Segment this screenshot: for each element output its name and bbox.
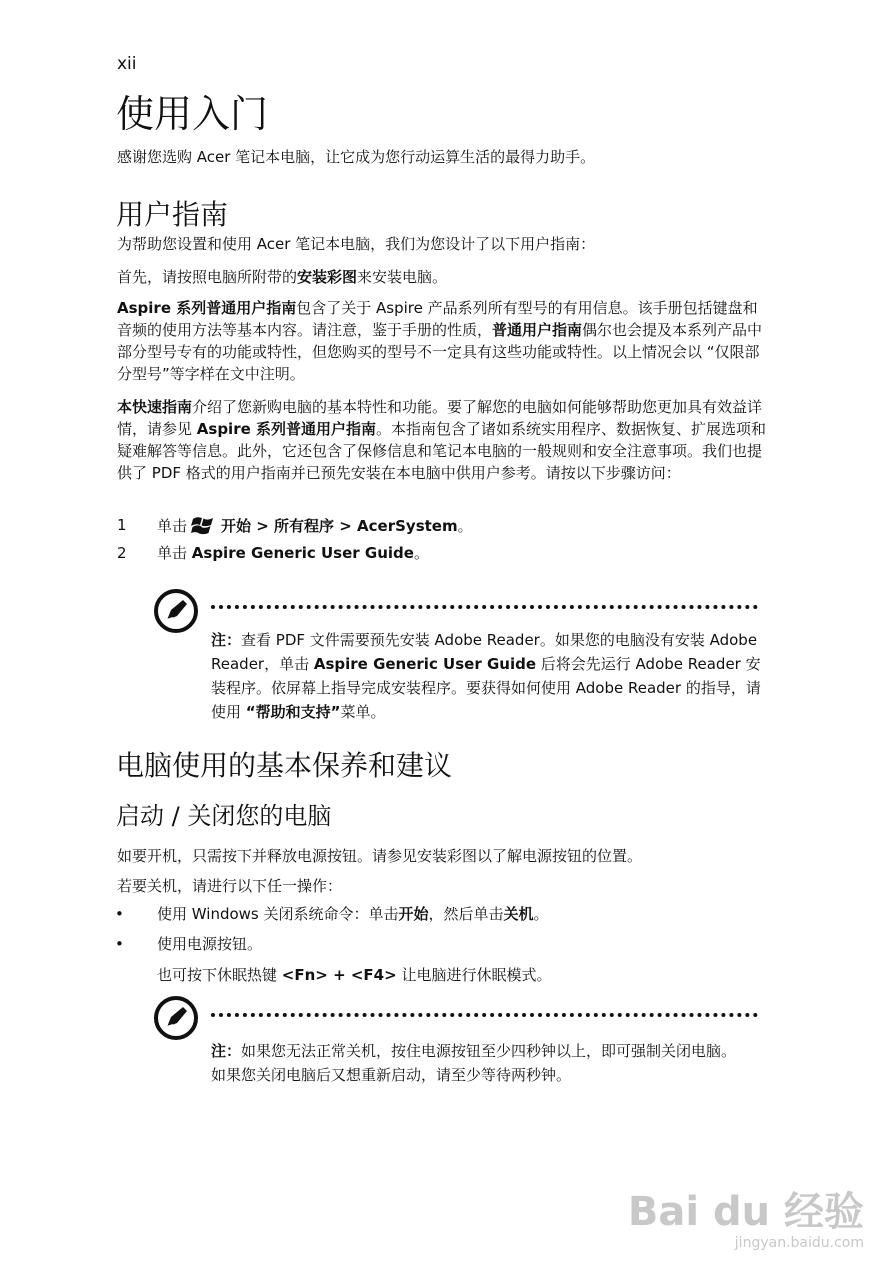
power-off-paragraph: 若要关机，请进行以下任一操作： (117, 877, 343, 895)
intro-paragraph: 感谢您选购 Acer 笔记本电脑，让它成为您行动运算生活的最得力助手。 (117, 148, 596, 166)
guide-paragraph-1: 为帮助您设置和使用 Acer 笔记本电脑，我们为您设计了以下用户指南： (117, 235, 596, 253)
page-number: xii (117, 54, 137, 74)
sleep-hotkey-paragraph: 也可按下休眠热键 <Fn> + <F4> 让电脑进行休眠模式。 (157, 966, 552, 984)
setup-poster-term: 安装彩图 (297, 268, 358, 286)
note-divider (211, 605, 758, 609)
page-title: 使用入门 (116, 92, 269, 136)
step-1-number: 1 (117, 516, 127, 534)
watermark-brand: Bai du 经验 (627, 1189, 864, 1235)
step-2: 单击 Aspire Generic User Guide。 (157, 544, 429, 562)
note-pencil-icon (153, 995, 199, 1041)
note-force-shutdown: 注：如果您无法正常关机，按住电源按钮至少四秒钟以上，即可强制关闭电脑。如果您关闭电脑后又想重新启动，请至少等待两秒钟。 (211, 1042, 737, 1084)
note-pencil-icon (153, 588, 199, 634)
note-pdf-reader: 注：查看 PDF 文件需要预先安装 Adobe Reader。如果您的电脑没有安装 Adobe Reader，单击 Aspire Generic User Guide 后将会先运行 Adobe Reader 安装程序。依屏幕上指导完成安装程序。要获得如何使用 Adobe Reader 的指导，请使用 “帮助和支持”菜单。 (211, 631, 761, 721)
bullet-power-button: 使用电源按钮。 (157, 935, 263, 953)
guide-paragraph-3: Aspire 系列普通用户指南包含了关于 Aspire 产品系列所有型号的有用信息。该手册包括键盘和音频的使用方法等基本内容。请注意，鉴于手册的性质，普通用户指南偶尔也会提及本系列产品中部分型号专有的功能或特性，但您购买的型号不一定具有这些功能或特性。以上情况会以 “仅限部分型号”等字样在文中注明。 (117, 299, 763, 383)
windows-logo-icon (191, 514, 217, 536)
guide-paragraph-4: 本快速指南介绍了您新购电脑的基本特性和功能。要了解您的电脑如何能够帮助您更加具有效益详情，请参见 Aspire 系列普通用户指南。本指南包含了诸如系统实用程序、数据恢复、扩展选项和疑难解答等信息。此外，它还包含了保修信息和笔记本电脑的一般规则和安全注意事项。我们也提供了 PDF 格式的用户指南并已预先安装在本电脑中供用户参考。请按以下步骤访问： (117, 398, 767, 482)
bullet-marker: • (115, 935, 124, 953)
bullet-marker: • (115, 905, 124, 923)
bullet-windows-shutdown: 使用 Windows 关闭系统命令：单击开始，然后单击关机。 (157, 905, 549, 923)
baidu-watermark (628, 1190, 864, 1252)
guide-heading: 用户指南 (116, 198, 229, 231)
note-divider (211, 1013, 758, 1017)
care-heading: 电脑使用的基本保养和建议 (116, 749, 453, 782)
step-2-number: 2 (117, 544, 127, 562)
guide-paragraph-2: 首先，请按照电脑所附带的安装彩图来安装电脑。 (117, 268, 448, 286)
step-1: 单击 开始 > 所有程序 > AcerSystem。 (157, 514, 473, 537)
care-subheading: 启动 / 关闭您的电脑 (116, 802, 332, 830)
power-on-paragraph: 如要开机，只需按下并释放电源按钮。请参见安装彩图以了解电源按钮的位置。 (117, 847, 643, 865)
watermark-url: jingyan.baidu.com (734, 1235, 864, 1251)
